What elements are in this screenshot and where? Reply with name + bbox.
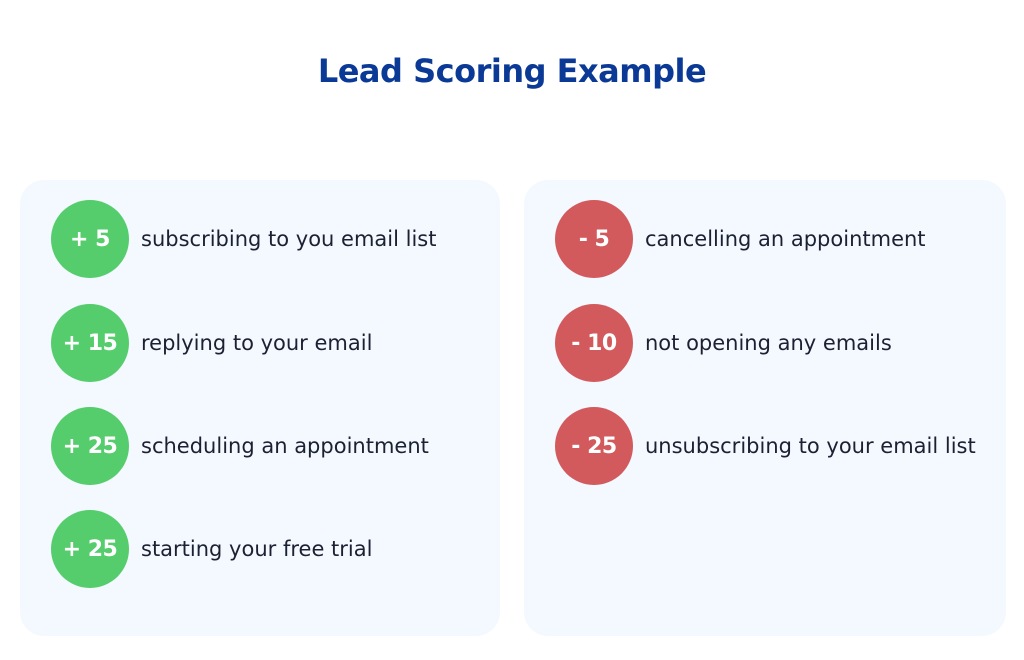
action-label: not opening any emails (645, 331, 892, 355)
list-item (555, 407, 976, 485)
action-label: subscribing to you email list (141, 227, 437, 251)
score-badge: + 15 (51, 304, 129, 382)
action-label: unsubscribing to your email list (645, 434, 976, 458)
action-label: starting your free trial (141, 537, 373, 561)
score-badge: - 10 (555, 304, 633, 382)
list-item (51, 304, 372, 382)
score-badge: + 25 (51, 510, 129, 588)
score-badge: + 5 (51, 200, 129, 278)
list-item (51, 200, 436, 278)
list-item (555, 304, 892, 382)
action-label: replying to your email (141, 331, 373, 355)
page-title: Lead Scoring Example (317, 52, 707, 90)
score-badge: - 25 (555, 407, 633, 485)
action-label: scheduling an appointment (141, 434, 429, 458)
positive-actions-panel (20, 180, 500, 636)
list-item (555, 200, 926, 278)
list-item (51, 407, 429, 485)
list-item (51, 510, 372, 588)
score-badge: + 25 (51, 407, 129, 485)
score-badge: - 5 (555, 200, 633, 278)
action-label: cancelling an appointment (645, 227, 926, 251)
negative-actions-panel (524, 180, 1006, 636)
